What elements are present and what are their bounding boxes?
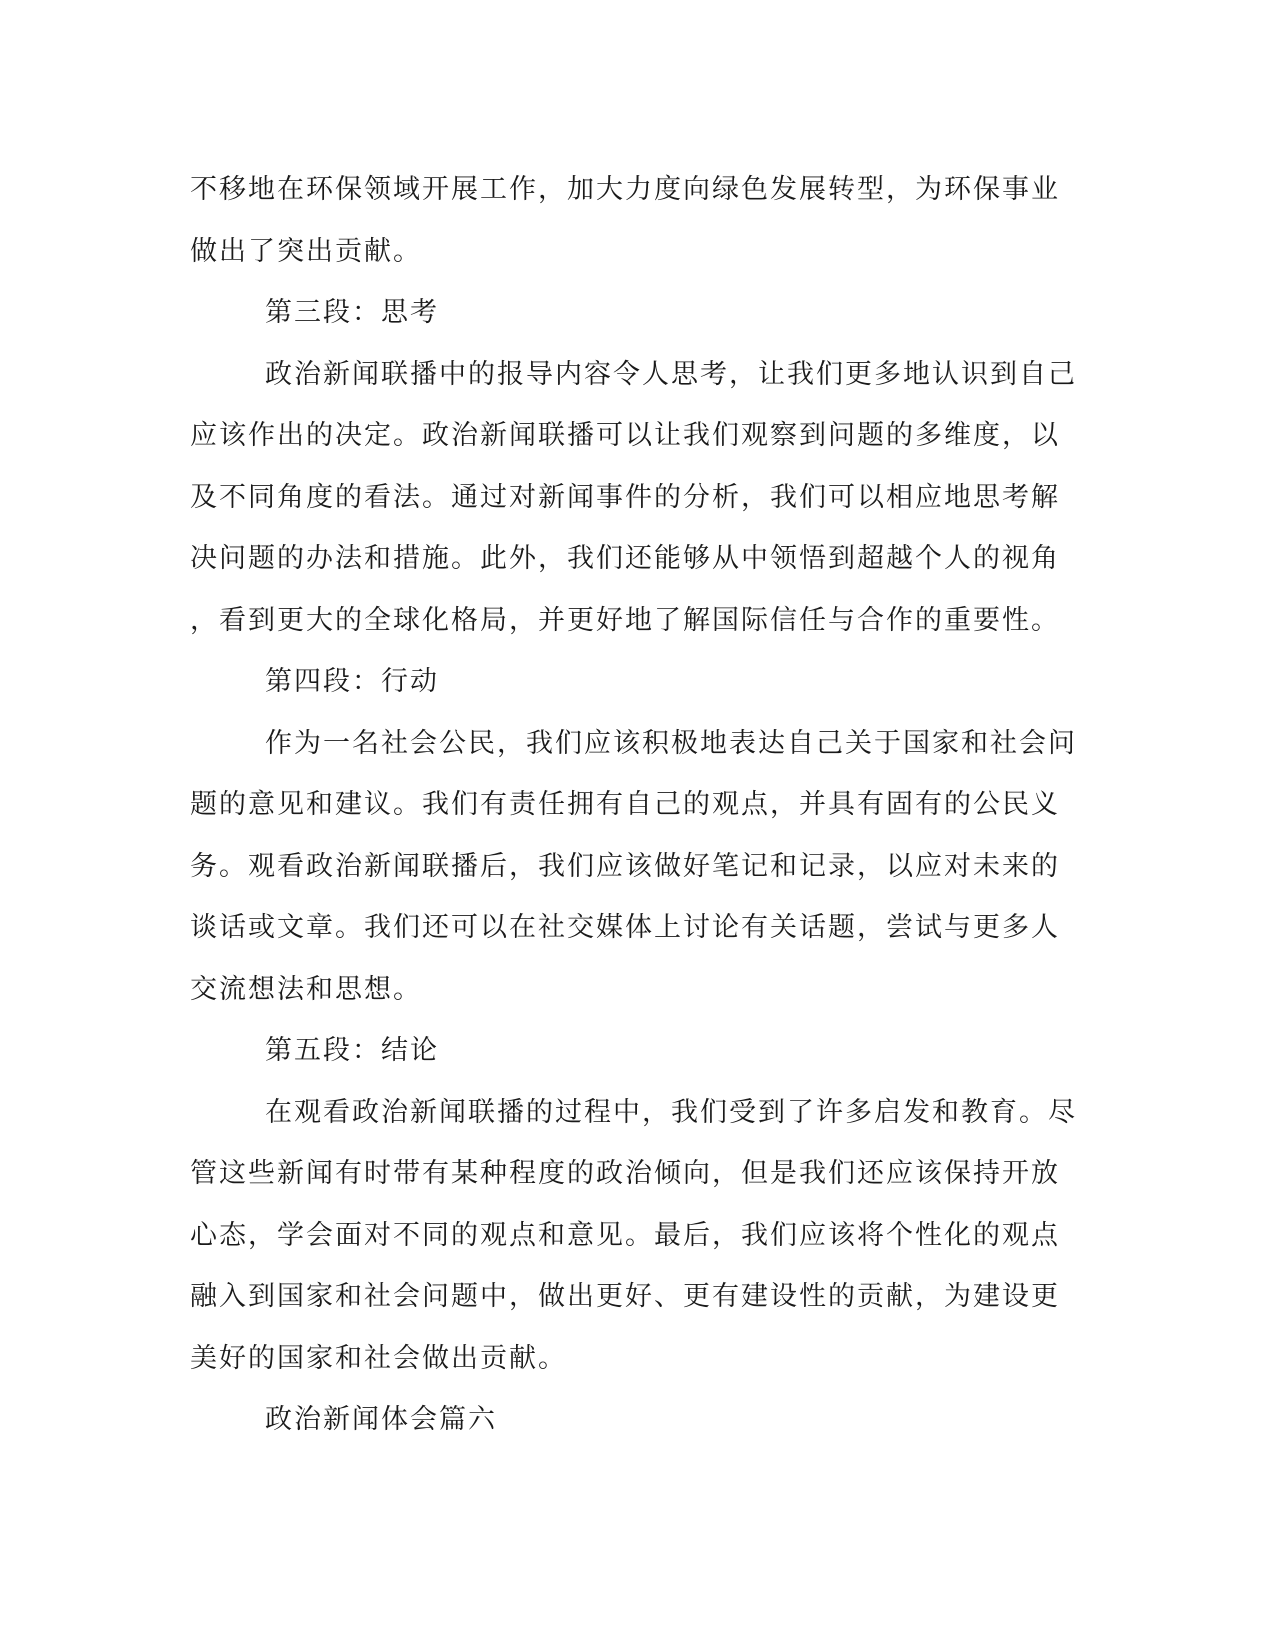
body-text-line: ，看到更大的全球化格局，并更好地了解国际信任与合作的重要性。 [190,604,1060,636]
body-text-line: 心态，学会面对不同的观点和意见。最后，我们应该将个性化的观点 [190,1219,1060,1251]
body-text-line: 决问题的办法和措施。此外，我们还能够从中领悟到超越个人的视角 [190,543,1060,574]
body-text-line: 谈话或文章。我们还可以在社交媒体上讨论有关话题，尝试与更多人 [190,912,1060,943]
body-text-line: 交流想法和思想。 [190,973,422,1005]
body-text-line: 做出了突出贡献。 [190,235,422,267]
body-text-line: 务。观看政治新闻联播后，我们应该做好笔记和记录，以应对未来的 [190,850,1060,882]
body-text-line: 在观看政治新闻联播的过程中，我们受到了许多启发和教育。尽 [265,1096,1077,1128]
section-heading: 第五段：结论 [265,1035,439,1066]
body-text-line: 美好的国家和社会做出贡献。 [190,1342,567,1374]
body-text-line: 题的意见和建议。我们有责任拥有自己的观点，并具有固有的公民义 [190,789,1060,820]
body-text-line: 不移地在环保领域开展工作，加大力度向绿色发展转型，为环保事业 [190,174,1060,205]
body-text-line: 管这些新闻有时带有某种程度的政治倾向，但是我们还应该保持开放 [190,1158,1060,1189]
body-text-line: 融入到国家和社会问题中，做出更好、更有建设性的贡献，为建设更 [190,1281,1060,1312]
section-heading: 第三段：思考 [265,297,439,328]
body-text-line: 应该作出的决定。政治新闻联播可以让我们观察到问题的多维度，以 [190,420,1060,451]
document-body [190,159,1077,1451]
body-text-line: 作为一名社会公民，我们应该积极地表达自己关于国家和社会问 [265,727,1077,759]
body-text-line: 政治新闻联播中的报导内容令人思考，让我们更多地认识到自己 [265,358,1077,390]
section-heading: 政治新闻体会篇六 [265,1404,497,1435]
body-text-line: 及不同角度的看法。通过对新闻事件的分析，我们可以相应地思考解 [190,481,1060,513]
section-heading: 第四段：行动 [265,666,439,697]
